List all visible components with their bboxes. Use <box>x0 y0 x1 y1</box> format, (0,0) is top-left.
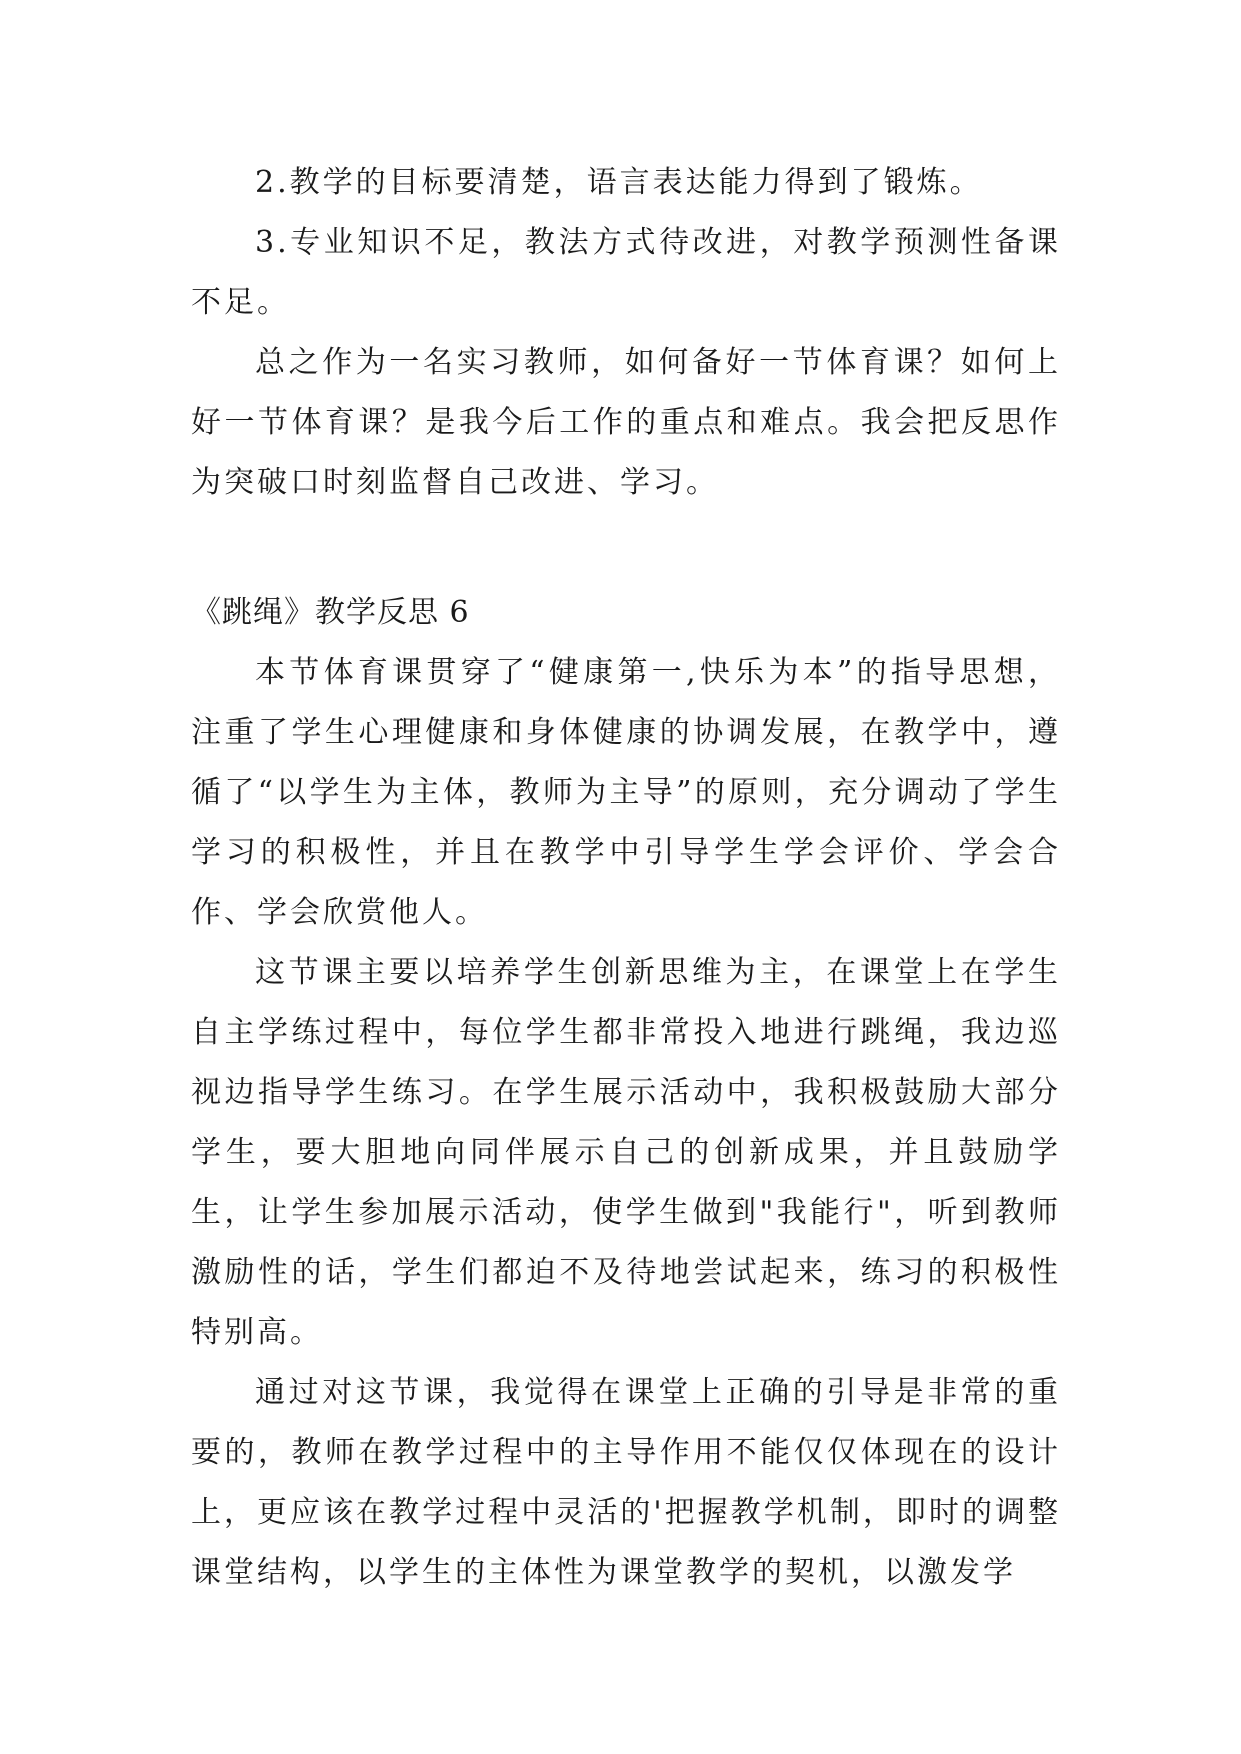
paragraph-practice: 这节课主要以培养学生创新思维为主，在课堂上在学生自主学练过程中，每位学生都非常投入地进行跳绳，我边巡视边指导学生练习。在学生展示活动中，我积极鼓励大部分学生，要大胆地向同伴展示自己的创新成果，并且鼓励学生，让学生参加展示活动，使学生做到"我能行"，听到教师激励性的话，学生们都迫不及待地尝试起来，练习的积极性特别高。 <box>191 955 1061 1350</box>
paragraph-summary: 总之作为一名实习教师，如何备好一节体育课？如何上好一节体育课？是我今后工作的重点和难点。我会把反思作为突破口时刻监督自己改进、学习。 <box>191 345 1061 500</box>
section-gap <box>191 513 1061 583</box>
paragraph-intro: 本节体育课贯穿了“健康第一,快乐为本”的指导思想，注重了学生心理健康和身体健康的协调发展，在教学中，遵循了“以学生为主体，教师为主导”的原则，充分调动了学生学习的积极性，并且在教学中引导学生学会评价、学会合作、学会欣赏他人。 <box>191 655 1061 930</box>
section-title: 《跳绳》教学反思 6 <box>191 595 470 630</box>
paragraph-item-2: 2.教学的目标要清楚，语言表达能力得到了锻炼。 <box>255 165 983 200</box>
document-body <box>191 153 1061 1603</box>
paragraph-conclusion: 通过对这节课，我觉得在课堂上正确的引导是非常的重要的，教师在教学过程中的主导作用不能仅仅体现在的设计上，更应该在教学过程中灵活的'把握教学机制，即时的调整课堂结构，以学生的主体性为课堂教学的契机，以激发学 <box>191 1375 1061 1590</box>
paragraph-item-3: 3.专业知识不足，教法方式待改进，对教学预测性备课不足。 <box>191 225 1061 320</box>
